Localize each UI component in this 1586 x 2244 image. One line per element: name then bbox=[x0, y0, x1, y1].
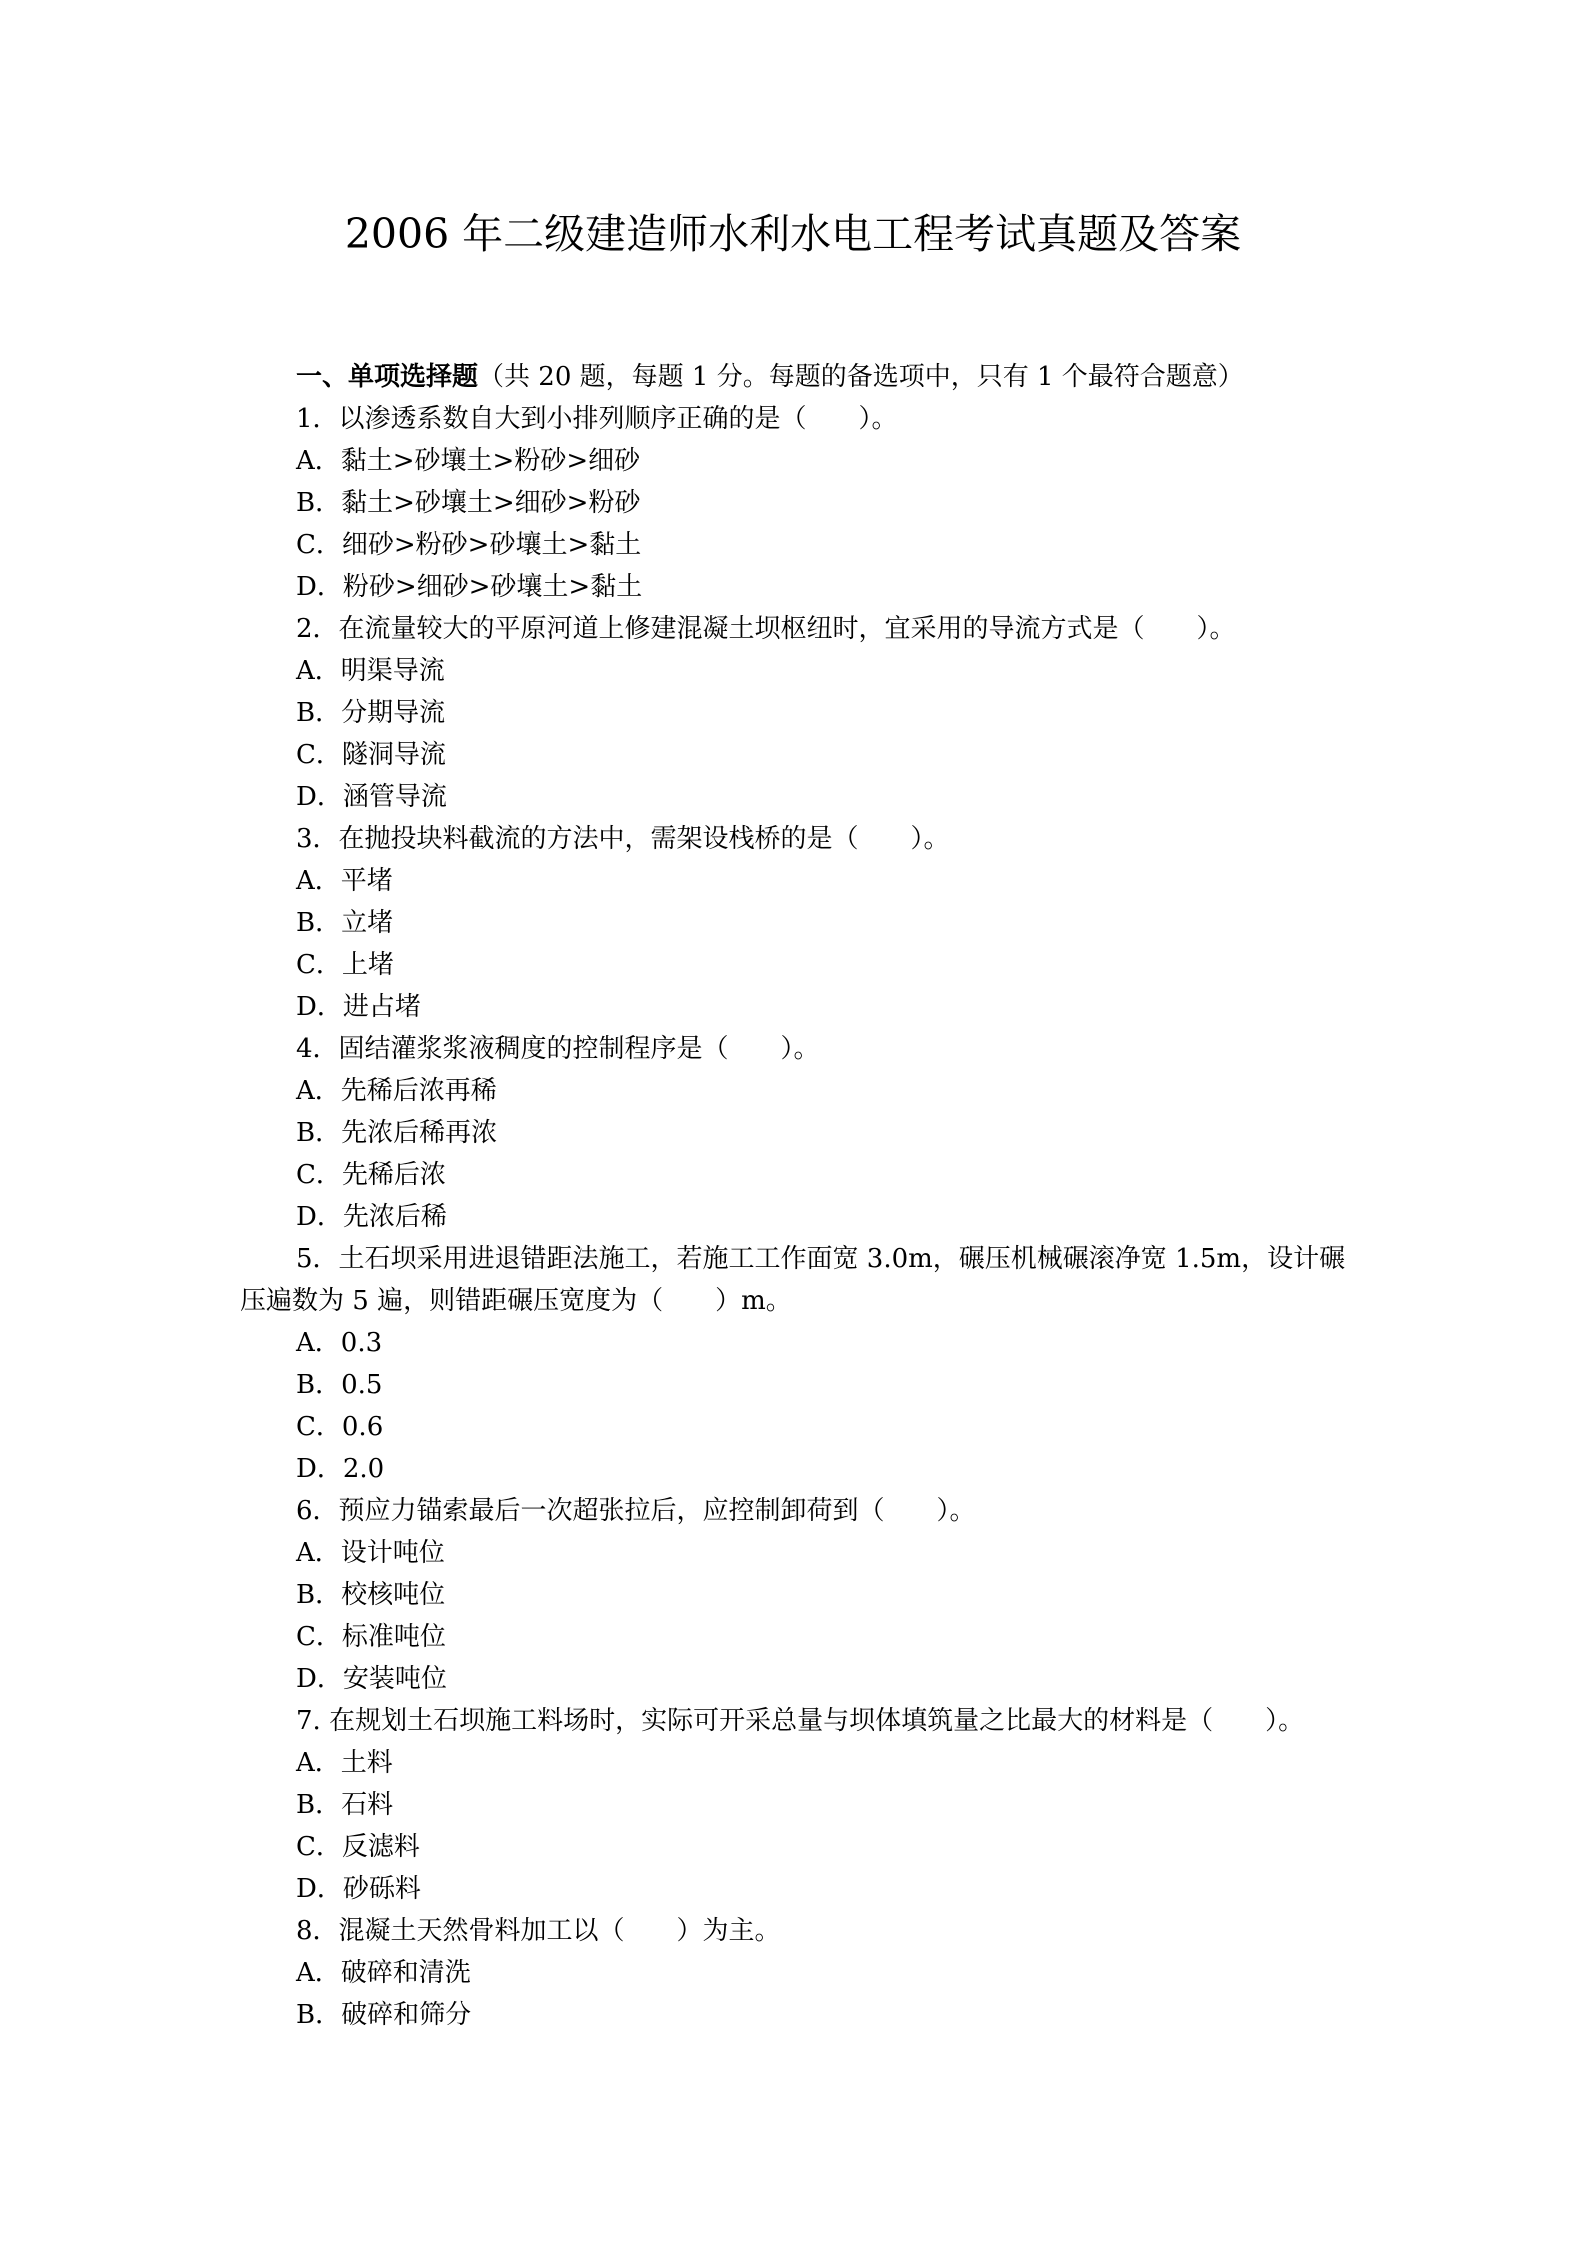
answer-option: A．设计吨位 bbox=[296, 1538, 445, 1568]
answer-option: C．先稀后浓 bbox=[296, 1160, 446, 1190]
question-stem: 3．在抛投块料截流的方法中，需架设栈桥的是（ ）。 bbox=[296, 824, 950, 854]
document-title: 2006 年二级建造师水利水电工程考试真题及答案 bbox=[344, 210, 1242, 258]
answer-option: D．进占堵 bbox=[296, 992, 421, 1022]
section-heading-label: 一、单项选择题 bbox=[296, 362, 479, 392]
answer-option: B．破碎和筛分 bbox=[296, 2000, 472, 2030]
answer-option: D．粉砂>细砂>砂壤土>黏土 bbox=[296, 572, 643, 602]
answer-option: C．反滤料 bbox=[296, 1832, 420, 1862]
answer-option: C．隧洞导流 bbox=[296, 740, 446, 770]
answer-option: C．细砂>粉砂>砂壤土>黏土 bbox=[296, 530, 642, 560]
question-stem: 6．预应力锚索最后一次超张拉后，应控制卸荷到（ ）。 bbox=[296, 1496, 976, 1526]
answer-option: A．破碎和清洗 bbox=[296, 1958, 471, 1988]
answer-option: D．安装吨位 bbox=[296, 1664, 447, 1694]
answer-option: B．先浓后稀再浓 bbox=[296, 1118, 498, 1148]
answer-option: A．0.3 bbox=[296, 1328, 383, 1358]
question-stem: 7. 在规划土石坝施工料场时，实际可开采总量与坝体填筑量之比最大的材料是（ ）。 bbox=[296, 1706, 1305, 1736]
question-stem: 8．混凝土天然骨料加工以（ ）为主。 bbox=[296, 1916, 781, 1946]
answer-option: B．分期导流 bbox=[296, 698, 446, 728]
answer-option: B．石料 bbox=[296, 1790, 394, 1820]
question-stem: 1．以渗透系数自大到小排列顺序正确的是（ ）。 bbox=[296, 404, 898, 434]
answer-option: B．黏土>砂壤土>细砂>粉砂 bbox=[296, 488, 641, 518]
answer-option: D．砂砾料 bbox=[296, 1874, 421, 1904]
question-stem: 2．在流量较大的平原河道上修建混凝土坝枢纽时，宜采用的导流方式是（ ）。 bbox=[296, 614, 1236, 644]
answer-option: C．标准吨位 bbox=[296, 1622, 446, 1652]
answer-option: A．先稀后浓再稀 bbox=[296, 1076, 497, 1106]
answer-option: C．0.6 bbox=[296, 1412, 384, 1442]
answer-option: C．上堵 bbox=[296, 950, 394, 980]
answer-option: A．平堵 bbox=[296, 866, 393, 896]
answer-option: A．土料 bbox=[296, 1748, 393, 1778]
answer-option: B．0.5 bbox=[296, 1370, 383, 1400]
section-heading-note: （共 20 题，每题 1 分。每题的备选项中，只有 1 个最符合题意） bbox=[478, 362, 1244, 392]
answer-option: D．涵管导流 bbox=[296, 782, 447, 812]
answer-option: D．先浓后稀 bbox=[296, 1202, 447, 1232]
answer-option: B．校核吨位 bbox=[296, 1580, 446, 1610]
document-body bbox=[240, 356, 1360, 2036]
answer-option: A．明渠导流 bbox=[296, 656, 445, 686]
section-heading bbox=[240, 356, 1360, 398]
answer-option: D．2.0 bbox=[296, 1454, 385, 1484]
answer-option: A．黏土>砂壤土>粉砂>细砂 bbox=[296, 446, 641, 476]
question-stem: 5．土石坝采用进退错距法施工，若施工工作面宽 3.0m，碾压机械碾滚净宽 1.5m，设计碾压遍数为 5 遍，则错距碾压宽度为（ ）m。 bbox=[240, 1244, 1346, 1316]
question-stem: 4．固结灌浆浆液稠度的控制程序是（ ）。 bbox=[296, 1034, 820, 1064]
answer-option: B．立堵 bbox=[296, 908, 394, 938]
